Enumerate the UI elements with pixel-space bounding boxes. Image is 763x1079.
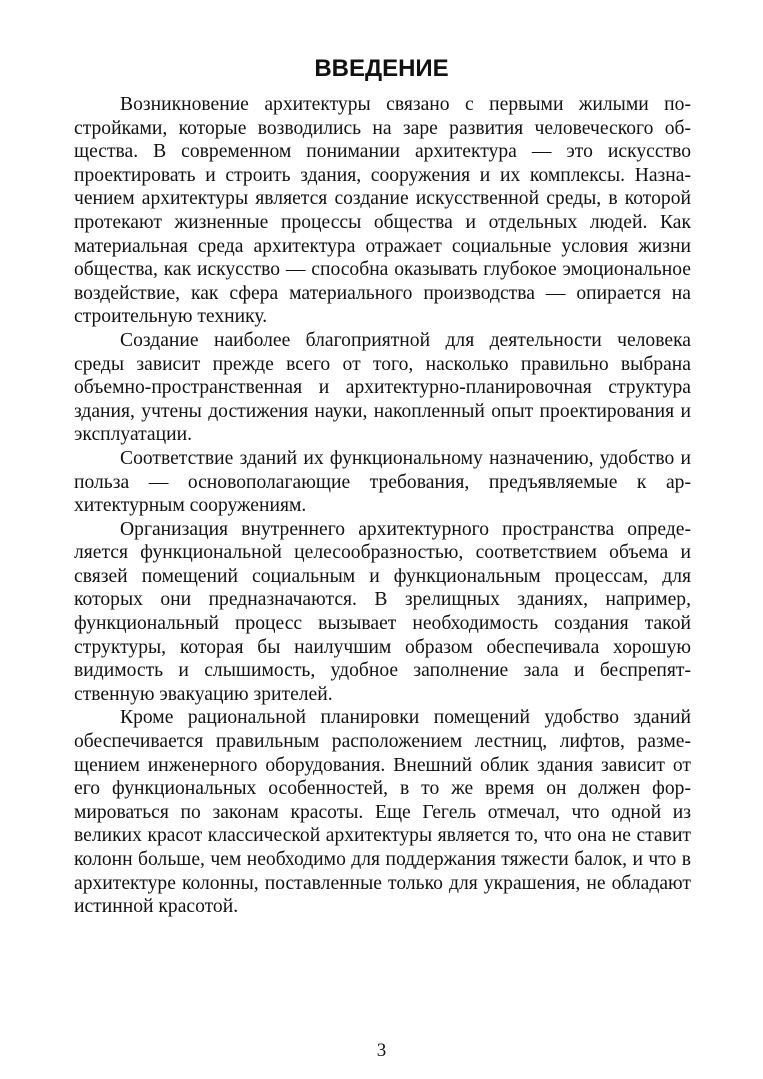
page-number: 3 (376, 1040, 387, 1061)
paragraph-5: Кроме рациональной планировки помещений удобство зданий обеспечивается правильным расположением лестниц, лифтов, размещением инженерного оборудования. Внешний облик здания зависит от его функциональных особенностей, в то же время он должен формироваться по законам красоты. Еще Гегель отмечал, что одной из великих красот классической архитектуры является то, что она не ставит колонн больше, чем необходимо для поддержания тяжести балок, и что в архитектуре колонны, поставленные только для украшения, не обладают истинной красотой. (74, 707, 691, 918)
paragraph-3: Соответствие зданий их функциональному назначению, удобство и польза — основополагающие требования, предъявляемые к архитектурным сооружениям. (74, 447, 691, 517)
paragraph-1: Возникновение архитектуры связано с первыми жилыми постройками, которые возводились на заре развития человеческого общества. В современном понимании архитектура — это искусство проектировать и строить здания, сооружения и их комплексы. Назначением архитектуры является создание искусственной среды, в которой протекают жизненные процессы общества и отдельных людей. Как материальная среда архитектура отражает социальные условия жизни общества, как искусство — способна оказывать глубокое эмоциональное воздействие, как сфера материального производства — опирается на строительную технику. (74, 94, 691, 328)
paragraph-2: Создание наиболее благоприятной для деятельности человека среды зависит прежде всего от того, насколько правильно выбрана объемно-пространственная и архитектурно-планировочная структура здания, учтены достижения науки, накопленный опыт проектирования и эксплуатации. (74, 329, 691, 446)
paragraph-4: Организация внутреннего архитектурного пространства определяется функциональной целесообразностью, соответствием объема и связей помещений социальным и функциональным процессам, для которых они предназначаются. В зрелищных зданиях, например, функциональный процесс вызывает необходимость создания такой структуры, которая бы наилучшим образом обеспечивала хорошую видимость и слышимость, удобное заполнение зала и беспрепятственную эвакуацию зрителей. (74, 518, 691, 705)
body-text (74, 93, 691, 919)
page-title: ВВЕДЕНИЕ (314, 55, 449, 82)
